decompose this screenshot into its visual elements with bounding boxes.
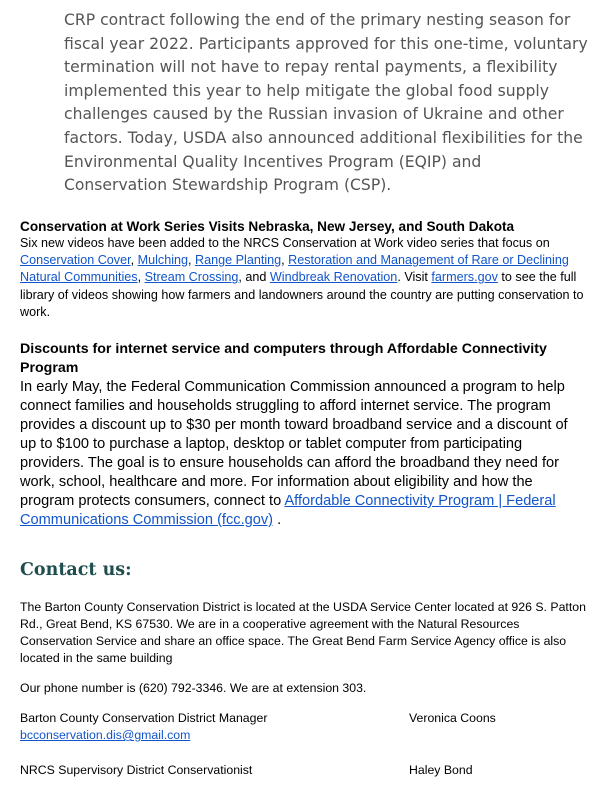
connectivity-text-2: . [273, 512, 282, 528]
videos-text-1: Six new videos have been added to the NRCS Conservation at Work video series that focus on [20, 236, 550, 250]
videos-heading: Conservation at Work Series Visits Nebraska, New Jersey, and South Dakota [20, 219, 515, 234]
videos-sep-1: , [130, 253, 138, 268]
videos-text-3: to see the full library of videos showing how farmers and landowners around the country are putting conservation to work. [20, 270, 584, 319]
videos-text-2: . Visit [397, 270, 432, 285]
connectivity-paragraph [20, 378, 586, 530]
nrcs-row [20, 762, 586, 779]
nrcs-title: NRCS Supervisory District Conservationist [20, 763, 253, 777]
connectivity-text-1: In early May, the Federal Communication Commission announced a program to help connect families and households struggling to afford internet service. The program provides a discount up to $30 per month toward broadband service and a discount of up to $100 to purchase a laptop, desktop or tablet computer from participating providers. The goal is to ensure households can afford the broadband they need for work, school, healthcare and more. For information about eligibility and how the program protects consumers, connect to [20, 379, 568, 509]
farmers-gov-link[interactable]: farmers.gov [431, 270, 498, 285]
videos-sep-2: , [188, 253, 196, 268]
manager-name: Veronica Coons [409, 711, 496, 725]
manager-email-row [20, 727, 586, 744]
manager-row [20, 710, 586, 727]
restoration-link[interactable]: Restoration and Management of Rare or Declining Natural Communities [20, 253, 569, 285]
manager-email-link[interactable]: bcconservation.dis@gmail.com [20, 728, 191, 742]
conservation-cover-link[interactable]: Conservation Cover [20, 253, 131, 268]
intro-paragraph: CRP contract following the end of the primary nesting season for fiscal year 2022. Participants approved for this one-time, voluntary termination will not have to repay rental payments, a flexibility implemented this year to help mitigate the global food supply challenges caused by the Russian invasion of Ukraine and other factors. Today, USDA also announced additional flexibilities for the Environmental Quality Incentives Program (EQIP) and Conservation Stewardship Program (CSP). [64, 11, 588, 195]
phone-paragraph: Our phone number is (620) 792-3346. We are at extension 303. [20, 681, 367, 695]
location-paragraph: The Barton County Conservation District is located at the USDA Service Center located at 926 S. Patton Rd., Great Bend, KS 67530. We are in a cooperative agreement with the Natural Resources Conservation Service and share an office space. The Great Bend Farm Service Agency office is also located in the same building [20, 600, 586, 665]
manager-title: Barton County Conservation District Manager [20, 711, 268, 725]
videos-sep-3: , [281, 253, 289, 268]
videos-sep-5: , and [238, 270, 270, 285]
connectivity-heading: Discounts for internet service and computers through Affordable Connectivity Program [20, 341, 547, 376]
fcc-acp-link[interactable]: Affordable Connectivity Program | Federal Communications Commission (fcc.gov) [20, 493, 556, 528]
contact-heading: Contact us: [20, 560, 132, 580]
range-planting-link[interactable]: Range Planting [195, 253, 282, 268]
videos-paragraph [20, 235, 586, 321]
windbreak-renovation-link[interactable]: Windbreak Renovation [269, 270, 398, 285]
nrcs-name: Haley Bond [409, 763, 473, 777]
videos-sep-4: , [137, 270, 145, 285]
stream-crossing-link[interactable]: Stream Crossing [144, 270, 239, 285]
mulching-link[interactable]: Mulching [137, 253, 189, 268]
